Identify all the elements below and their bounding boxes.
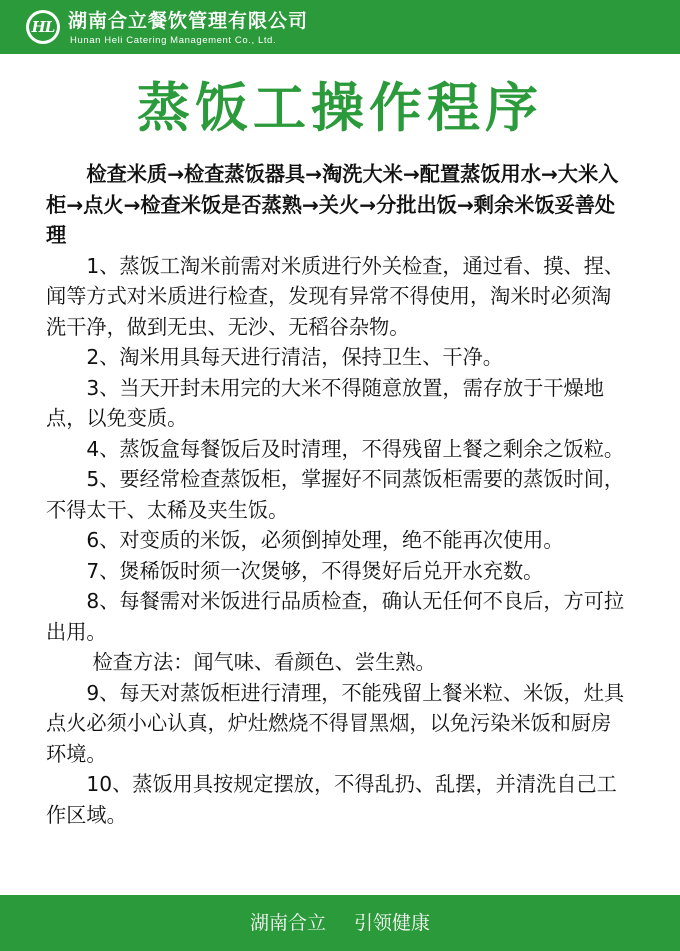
procedure-item-1: 1、蒸饭工淘米前需对米质进行外关检查，通过看、摸、捏、闻等方式对米质进行检查，发现有异常不得使用，淘米时必须淘洗干净，做到无虫、无沙、无稻谷杂物。	[46, 253, 625, 339]
footer-slogan-left: 湖南合立	[249, 912, 326, 934]
footer-slogan-right: 引领健康	[354, 912, 431, 934]
process-flow: 检查米质→检查蒸饭器具→淘洗大米→配置蒸饭用水→大米入柜→点火→检查米饭是否蒸熟→关火→分批出饭→剩余米饭妥善处理	[46, 162, 619, 247]
inspection-method: 检查方法：闻气味、看颜色、尝生熟。	[92, 650, 436, 674]
footer-banner	[0, 895, 680, 951]
header-banner	[0, 0, 680, 54]
procedure-body	[46, 159, 631, 830]
page-title: 蒸饭工操作程序	[137, 78, 543, 139]
procedure-item-2: 2、淘米用具每天进行清洁，保持卫生、干净。	[86, 345, 503, 369]
procedure-item-4: 4、蒸饭盒每餐饭后及时清理，不得残留上餐之剩余之饭粒。	[86, 436, 625, 461]
procedure-item-6: 6、对变质的米饭，必须倒掉处理，绝不能再次使用。	[86, 528, 564, 552]
procedure-item-5: 5、要经常检查蒸饭柜，掌握好不同蒸饭柜需要的蒸饭时间，不得太干、太稀及夹生饭。	[46, 467, 625, 522]
company-name-cn: 湖南合立餐饮管理有限公司	[68, 10, 309, 32]
procedure-item-10: 10、蒸饭用具按规定摆放，不得乱扔、乱摆，并清洗自己工作区域。	[46, 772, 617, 827]
company-name-en: Hunan Heli Catering Management Co., Ltd.	[70, 35, 277, 46]
procedure-item-3: 3、当天开封未用完的大米不得随意放置，需存放于干燥地点，以免变质。	[46, 375, 604, 430]
procedure-item-7: 7、煲稀饭时须一次煲够，不得煲好后兑开水充数。	[86, 558, 544, 583]
procedure-item-8: 8、每餐需对米饭进行品质检查，确认无任何不良后，方可拉出用。	[46, 589, 625, 644]
company-logo-icon	[26, 10, 60, 44]
procedure-item-9: 9、每天对蒸饭柜进行清理，不能残留上餐米粒、米饭，灶具点火必须小心认真，炉灶燃烧不得冒黑烟，以免污染米饭和厨房环境。	[46, 680, 625, 766]
logo-monogram: HL	[29, 13, 57, 41]
